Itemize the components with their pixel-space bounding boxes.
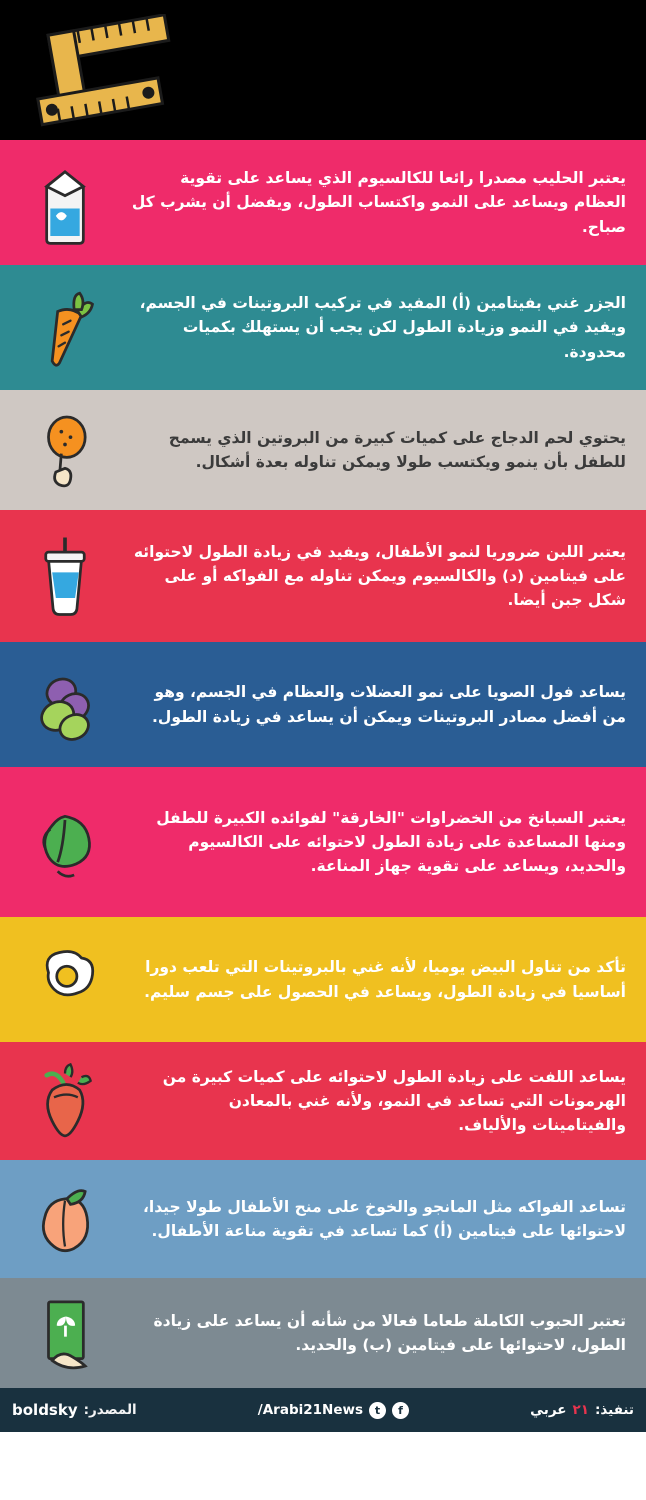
tip-text: تساعد الفواكه مثل المانجو والخوخ على منح الأطفال طولا جيدا، لاحتوائها على فيتامين (أ) كما تساعد في تقوية مناعة الأطفال. [143, 1197, 626, 1240]
milk-carton-icon [10, 150, 120, 255]
header-banner [0, 0, 646, 140]
peach-icon [10, 1170, 120, 1268]
tip-row [0, 642, 646, 767]
tip-row [0, 510, 646, 642]
social-handle[interactable]: Arabi21News/ [257, 1402, 363, 1418]
credit-mark: ٢١ [572, 1402, 589, 1418]
credit-name: عربي [530, 1402, 567, 1418]
tip-row [0, 1278, 646, 1388]
source-label: المصدر: [83, 1402, 137, 1418]
facebook-icon[interactable] [392, 1402, 409, 1419]
tip-text: تعتبر الحبوب الكاملة طعاما فعالا من شأنه أن يساعد على زيادة الطول، لاحتوائها على فيتامين (ب) والحديد. [153, 1311, 626, 1354]
credit-group [530, 1402, 634, 1418]
tip-text: الجزر غني بفيتامين (أ) المفيد في تركيب البروتينات في الجسم، ويفيد في النمو وزيادة الطول لكن يجب أن يستهلك بكميات محدودة. [139, 294, 626, 361]
tip-text: يعتبر اللبن ضروريا لنمو الأطفال، ويفيد في زيادة الطول لاحتوائه على فيتامين (د) والكالسيوم ويمكن تناوله مع الفواكه أو على شكل جبن أيضا. [133, 542, 626, 609]
yogurt-cup-icon [10, 520, 120, 632]
tip-row [0, 767, 646, 917]
tip-row [0, 265, 646, 390]
tip-row [0, 1160, 646, 1278]
tip-row [0, 390, 646, 510]
tip-row [0, 1042, 646, 1160]
chicken-drumstick-icon [10, 400, 120, 500]
tip-text: يساعد فول الصويا على نمو العضلات والعظام في الجسم، وهو من أفضل مصادر البروتينات ويمكن أن يساعد في زيادة الطول. [152, 683, 626, 726]
tip-row [0, 140, 646, 265]
turnip-icon [10, 1052, 120, 1150]
tip-text: يعتبر الحليب مصدرا رائعا للكالسيوم الذي يساعد على تقوية العظام ويساعد على النمو واكتساب الطول، ويفضل أن يشرب كل صباح. [131, 169, 626, 236]
tip-text: يحتوي لحم الدجاج على كميات كبيرة من البروتين الذي يسمح للطفل بأن ينمو ويكتسب طولا ويمكن تناوله بعدة أشكال. [168, 428, 626, 471]
carrot-icon [10, 275, 120, 380]
spinach-leaf-icon [10, 777, 120, 907]
credit-label: تنفيذ: [594, 1402, 634, 1418]
tip-text: يساعد اللفت على زيادة الطول لاحتوائه على كميات كبيرة من الهرمونات التي تساعد في النمو، ولأنه غني بالمعادن والفيتامينات والألياف. [162, 1067, 626, 1134]
fried-egg-icon [10, 927, 120, 1032]
tip-row [0, 917, 646, 1042]
source-group [12, 1401, 137, 1419]
twitter-icon[interactable] [369, 1402, 386, 1419]
footer-bar [0, 1388, 646, 1432]
source-name: boldsky [12, 1401, 78, 1419]
twitter-glyph: t [369, 1402, 386, 1419]
tip-text: يعتبر السبانخ من الخضراوات "الخارقة" لفوائده الكبيرة للطفل ومنها المساعدة على زيادة الطول لاحتوائه على الكالسيوم والحديد، ويساعد على تقوية جهاز المناعة. [156, 808, 626, 875]
tip-text: تأكد من تناول البيض يوميا، لأنه غني بالبروتينات التي تلعب دورا أساسيا في زيادة الطول، ويساعد في الحصول على جسم سليم. [144, 958, 626, 1001]
soybeans-icon [10, 652, 120, 757]
facebook-glyph: f [392, 1402, 409, 1419]
cereal-box-icon [10, 1288, 120, 1378]
social-group[interactable] [258, 1402, 409, 1419]
measuring-tape-icon [22, 14, 182, 128]
